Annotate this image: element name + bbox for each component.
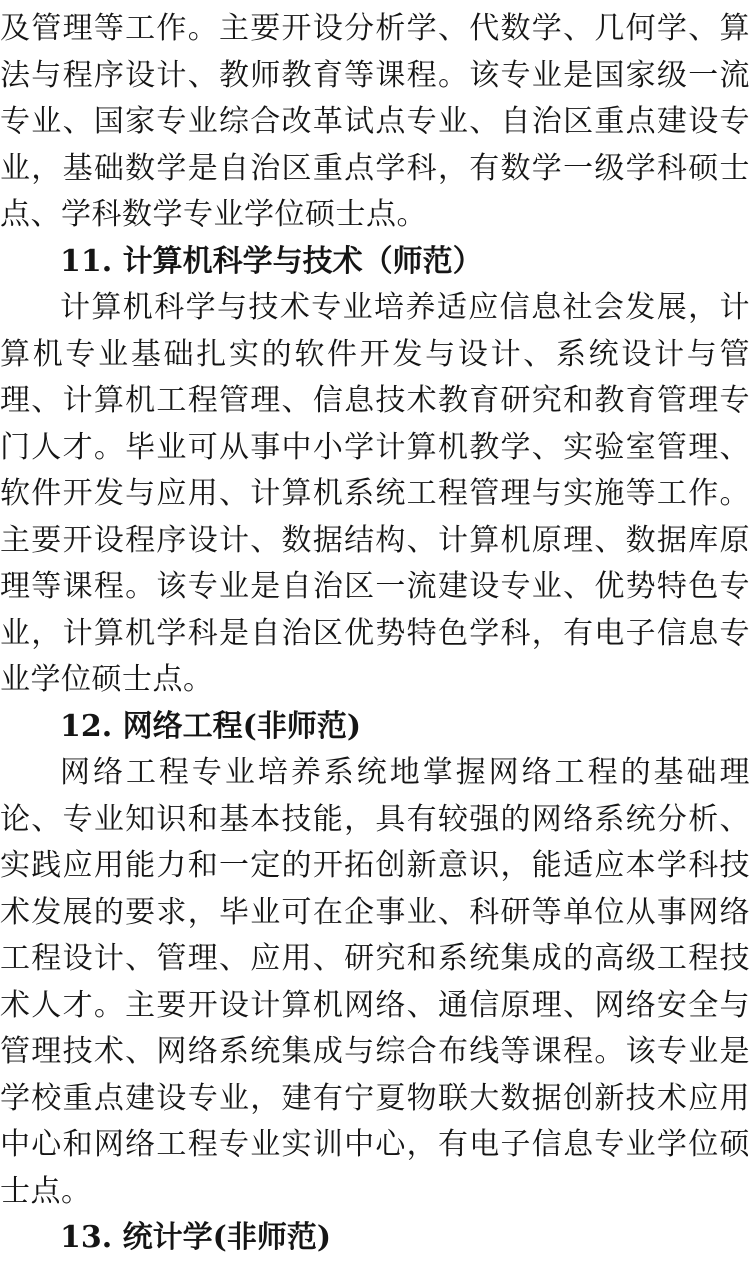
section-heading-network-engineering: 12. 网络工程(非师范) [60,708,362,744]
paragraph-computer-science: 计算机科学与技术专业培养适应信息社会发展，计算机专业基础扎实的软件开发与设计、系统设计与管理、计算机工程管理、信息技术教育研究和教育管理专门人才。毕业可从事中小学计算机教学、实验室管理、软件开发与应用、计算机系统工程管理与实施等工作。主要开设程序设计、数据结构、计算机原理、数据库原理等课程。该专业是自治区一流建设专业、优势特色专业，计算机学科是自治区优势特色学科，有电子信息专业学位硕士点。 [0,290,750,697]
paragraph-network-engineering: 网络工程专业培养系统地掌握网络工程的基础理论、专业知识和基本技能，具有较强的网络系统分析、实践应用能力和一定的开拓创新意识，能适应本学科技术发展的要求，毕业可在企事业、科研等单位从事网络工程设计、管理、应用、研究和系统集成的高级工程技术人才。主要开设计算机网络、通信原理、网络安全与管理技术、网络系统集成与综合布线等课程。该专业是学校重点建设专业，建有宁夏物联大数据创新技术应用中心和网络工程专业实训中心，有电子信息专业学位硕士点。 [0,755,750,1209]
section-heading-computer-science: 11. 计算机科学与技术（师范） [60,243,483,279]
paragraph-math-tail: 及管理等工作。主要开设分析学、代数学、几何学、算法与程序设计、教师教育等课程。该专业是国家级一流专业、国家专业综合改革试点专业、自治区重点建设专业，基础数学是自治区重点学科，有数学一级学科硕士点、学科数学专业学位硕士点。 [0,11,750,232]
section-heading-statistics: 13. 统计学(非师范) [60,1220,332,1255]
